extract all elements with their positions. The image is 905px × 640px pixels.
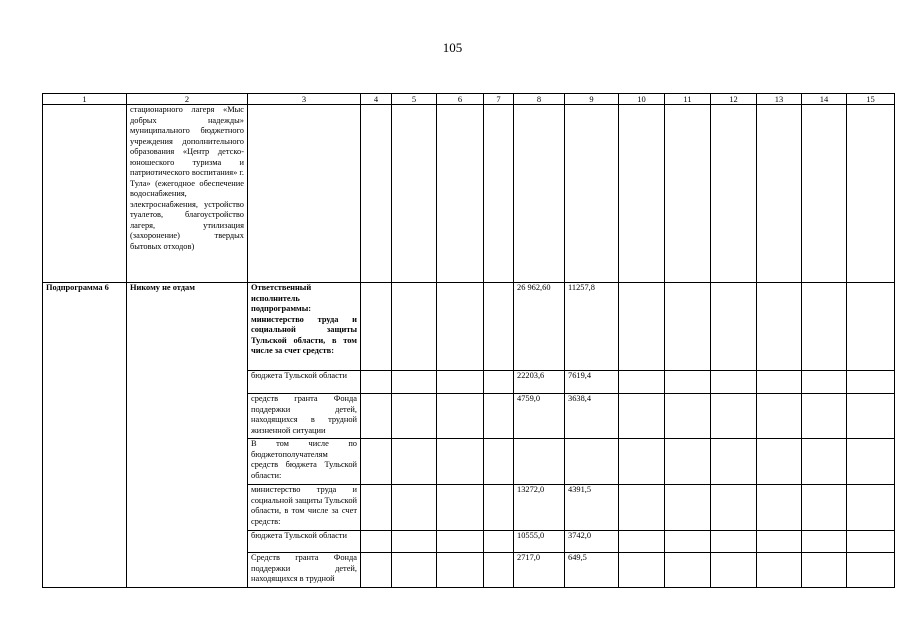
cell-value-col8: 10555,0 — [514, 531, 565, 553]
cell-value-col8: 13272,0 — [514, 485, 565, 531]
cell-value-col9 — [565, 439, 619, 485]
column-header: 12 — [711, 94, 757, 105]
column-header: 6 — [437, 94, 484, 105]
cell-program: Подпрограмма 6 — [43, 283, 127, 588]
column-header: 9 — [565, 94, 619, 105]
column-header: 8 — [514, 94, 565, 105]
cell-executor: министерство труда и социальной защиты Тульской области, в том числе за счет средств: — [248, 485, 361, 531]
cell-value-col8 — [514, 439, 565, 485]
cell-executor: Средств гранта Фонда поддержки детей, находящихся в трудной — [248, 553, 361, 588]
cell-value-col9: 3638,4 — [565, 394, 619, 439]
table-row — [43, 105, 895, 283]
page-number: 105 — [442, 40, 463, 55]
cell-value-col9: 11257,8 — [565, 283, 619, 371]
cell-executor: бюджета Тульской области — [248, 531, 361, 553]
cell-value-col8 — [514, 105, 565, 283]
column-header: 15 — [847, 94, 895, 105]
column-header: 2 — [127, 94, 248, 105]
cell-value-col9: 3742,0 — [565, 531, 619, 553]
column-header: 4 — [361, 94, 392, 105]
column-header: 3 — [248, 94, 361, 105]
cell-executor: Ответственный исполнитель подпрограммы: министерство труда и социальной защиты Тульской области, в том числе за счет средств: — [248, 283, 361, 371]
column-header: 14 — [802, 94, 847, 105]
column-header: 1 — [43, 94, 127, 105]
column-header: 10 — [619, 94, 665, 105]
cell-executor — [248, 105, 361, 283]
cell-value-col9 — [565, 105, 619, 283]
cell-value-col8: 26 962,60 — [514, 283, 565, 371]
cell-executor: В том числе по бюджетополучателям средств бюджета Тульской области: — [248, 439, 361, 485]
cell-value-col8: 2717,0 — [514, 553, 565, 588]
cell-executor: средств гранта Фонда поддержки детей, находящихся в трудной жизненной ситуации — [248, 394, 361, 439]
budget-table — [42, 93, 895, 588]
table-row — [43, 283, 895, 371]
column-header: 7 — [484, 94, 514, 105]
cell-value-col9: 7619,4 — [565, 371, 619, 394]
cell-value-col9: 649,5 — [565, 553, 619, 588]
cell-name: стационарного лагеря «Мыс добрых надежды» муниципального бюджетного учреждения дополнительного образования «Центр детско-юношеского туризма и патриотического воспитания» г. Тула» (ежегодное обеспечение водоснабжения, электроснабжения, устройство туалетов, благоустройство лагеря, утилизация (захоронение) твердых бытовых отходов) — [127, 105, 248, 283]
cell-value-col9: 4391,5 — [565, 485, 619, 531]
cell-value-col8: 22203,6 — [514, 371, 565, 394]
cell-executor: бюджета Тульской области — [248, 371, 361, 394]
cell-program — [43, 105, 127, 283]
column-header: 13 — [757, 94, 802, 105]
column-header: 11 — [665, 94, 711, 105]
cell-name: Никому не отдам — [127, 283, 248, 588]
cell-value-col8: 4759,0 — [514, 394, 565, 439]
column-header-row — [43, 94, 895, 105]
column-header: 5 — [392, 94, 437, 105]
